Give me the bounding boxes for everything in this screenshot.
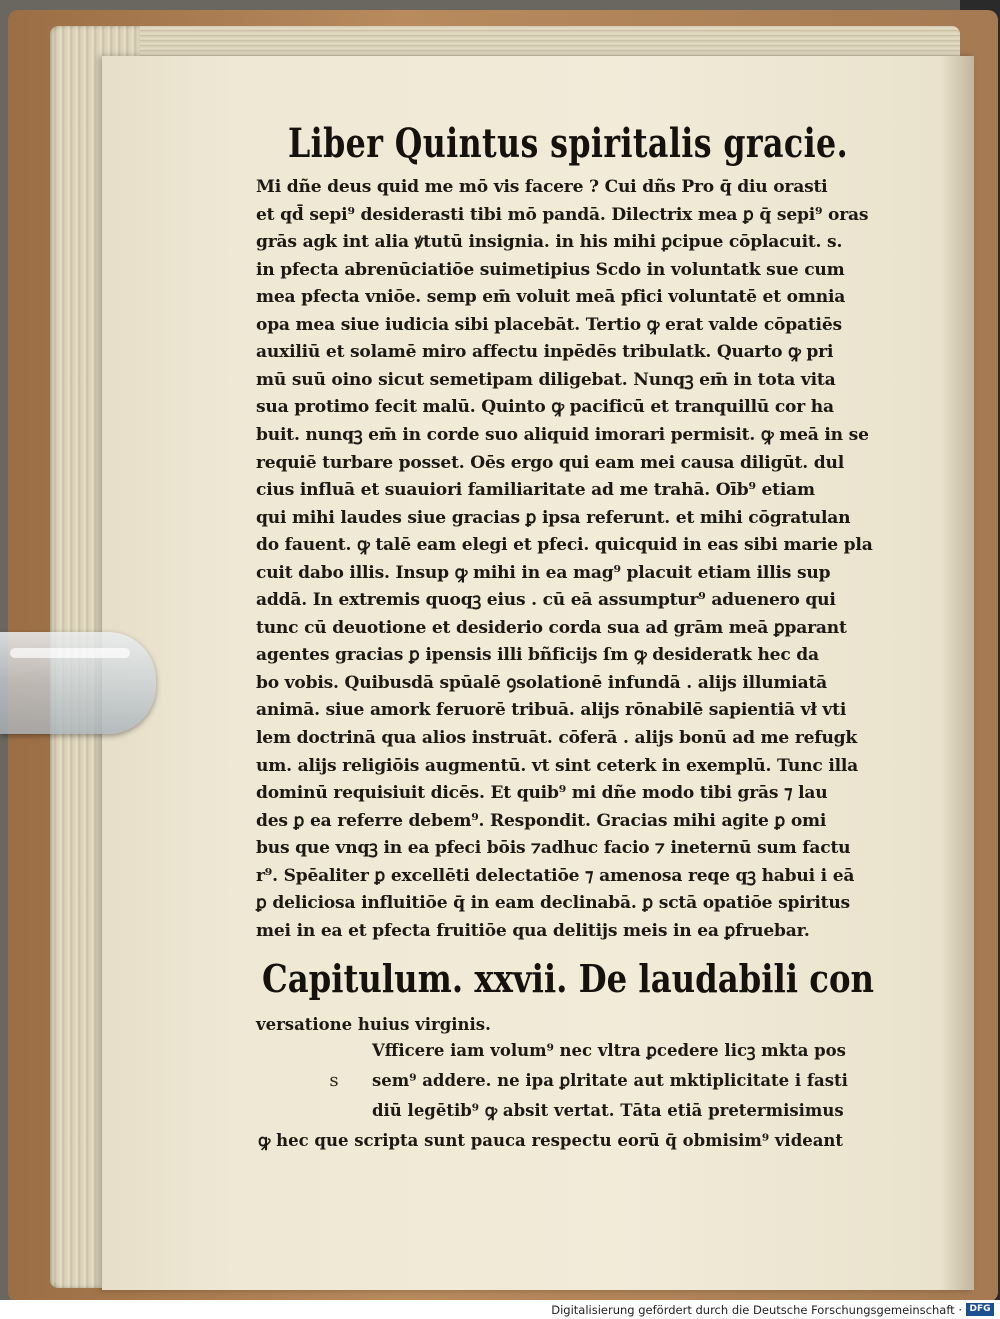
book-title: Liber Quintus spiritalis gracie. bbox=[288, 120, 849, 167]
text-line: mea pfecta vniōe. semp em̄ voluit meā pfici voluntatē et omnia bbox=[256, 287, 846, 308]
text-line: bus que vnqꝫ in ea pfeci bōis ⁊adhuc facio ⁊ ineternū sum factu bbox=[256, 838, 851, 859]
text-line: buit. nunqꝫ em̄ in corde suo aliquid imorari permisit. ꝙ meā in se bbox=[256, 424, 869, 445]
text-line: Mi dñe deus quid me mō vis facere ? Cui dñs Pro q̄ diu orasti bbox=[256, 177, 828, 197]
text-line: r⁹. Spēaliter ꝑ excellēti delectatiōe ⁊ amenosa reqe qꝫ habui i eā bbox=[256, 865, 855, 886]
chapter-text-line: Vfficere iam volum⁹ nec vltra ꝑcedere licꝫ mkta pos bbox=[372, 1041, 846, 1060]
dfg-logo: DFG bbox=[966, 1303, 994, 1316]
text-line: um. alijs religiōis augmentū. vt sint ceterk in exemplū. Tunc illa bbox=[256, 755, 859, 776]
text-line: et qd̄ sepi⁹ desiderasti tibi mō pandā. Dilectrix mea ꝑ q̄ sepi⁹ oras bbox=[256, 204, 869, 225]
chapter-text-line: sem⁹ addere. ne ipa ꝑlritate aut mktiplicitate i fasti bbox=[372, 1071, 848, 1090]
text-line: in pfecta abrenūciatiōe suimetipius Scdo in voluntatk sue cum bbox=[256, 259, 845, 280]
chapter-subheading: versatione huius virginis. bbox=[256, 1015, 491, 1034]
text-line: addā. In extremis quoqꝫ eius . cū eā assumptur⁹ aduenero qui bbox=[256, 590, 836, 611]
text-line: tunc cū deuotione et desiderio corda sua ad grām meā ꝑparant bbox=[256, 617, 847, 638]
text-line: lem doctrinā qua alios instruāt. cōferā . alijs bonū ad me refugk bbox=[256, 728, 858, 748]
text-line: do fauent. ꝙ talē eam elegi et pfeci. quicquid in eas sibi marie pla bbox=[256, 535, 873, 556]
text-line: mei in ea et pfecta fruitiōe qua delitijs meis in ea ꝑfruebar. bbox=[256, 920, 810, 941]
text-line: grās agk int alia ꝟtutū insignia. in his mihi ꝑcipue cōplacuit. s. bbox=[256, 232, 843, 253]
text-line: des ꝑ ea referre debem⁹. Respondit. Gracias mihi agite ꝑ omi bbox=[256, 810, 827, 831]
chapter-text-line: ꝙ hec que scripta sunt pauca respectu eorū q̄ obmisim⁹ videant bbox=[258, 1131, 844, 1150]
text-line: qui mihi laudes siue gracias ꝑ ipsa referunt. et mihi cōgratulan bbox=[256, 507, 851, 528]
chapter-text-line: diū legētib⁹ ꝙ absit vertat. Tāta etiā pretermisimus bbox=[372, 1101, 844, 1120]
text-line: cuit dabo illis. Insup ꝙ mihi in ea mag⁹ placuit etiam illis sup bbox=[256, 562, 831, 583]
text-line: opa mea siue iudicia sibi placebāt. Tertio ꝙ erat valde cōpatiēs bbox=[256, 314, 842, 335]
text-line: animā. siue amork feruorē tribuā. alijs rōnabilē sapientiā vł vti bbox=[256, 700, 847, 721]
chapter-heading: Capitulum. xxvii. De laudabili con bbox=[262, 956, 874, 1001]
text-line: agentes gracias ꝑ ipensis illi bñficijs ſm ꝙ desideratk hec da bbox=[256, 645, 819, 666]
text-line: sua protimo fecit malū. Quinto ꝙ pacificū et tranquillū cor ha bbox=[256, 397, 834, 418]
initial-guide-letter: s bbox=[329, 1070, 339, 1091]
page-gutter bbox=[940, 56, 974, 1290]
funding-notice: Digitalisierung gefördert durch die Deutsche Forschungsgemeinschaft · bbox=[551, 1303, 962, 1317]
text-line: ꝑ deliciosa influitiōe q̄ in eam declinabā. ꝑ sctā opatiōe spiritus bbox=[256, 893, 850, 914]
text-line: auxiliū et solamē miro affectu inpēdēs tribulatk. Quarto ꝙ pri bbox=[256, 342, 834, 363]
text-line: requiē turbare posset. Oēs ergo qui eam mei causa diligūt. dul bbox=[256, 452, 844, 473]
text-line: mū suū oino sicut semetipam diligebat. Nunqꝫ em̄ in tota vita bbox=[256, 369, 836, 390]
text-line: bo vobis. Quibusdā spūalē ꝯsolationē infundā . alijs illumiatā bbox=[256, 672, 828, 693]
text-line: cius influā et suauiori familiaritate ad me trahā. Oīb⁹ etiam bbox=[256, 480, 815, 501]
text-line: dominū requisiuit dicēs. Et quib⁹ mi dñe modo tibi grās ⁊ lau bbox=[256, 783, 828, 804]
glass-highlight bbox=[10, 648, 130, 658]
